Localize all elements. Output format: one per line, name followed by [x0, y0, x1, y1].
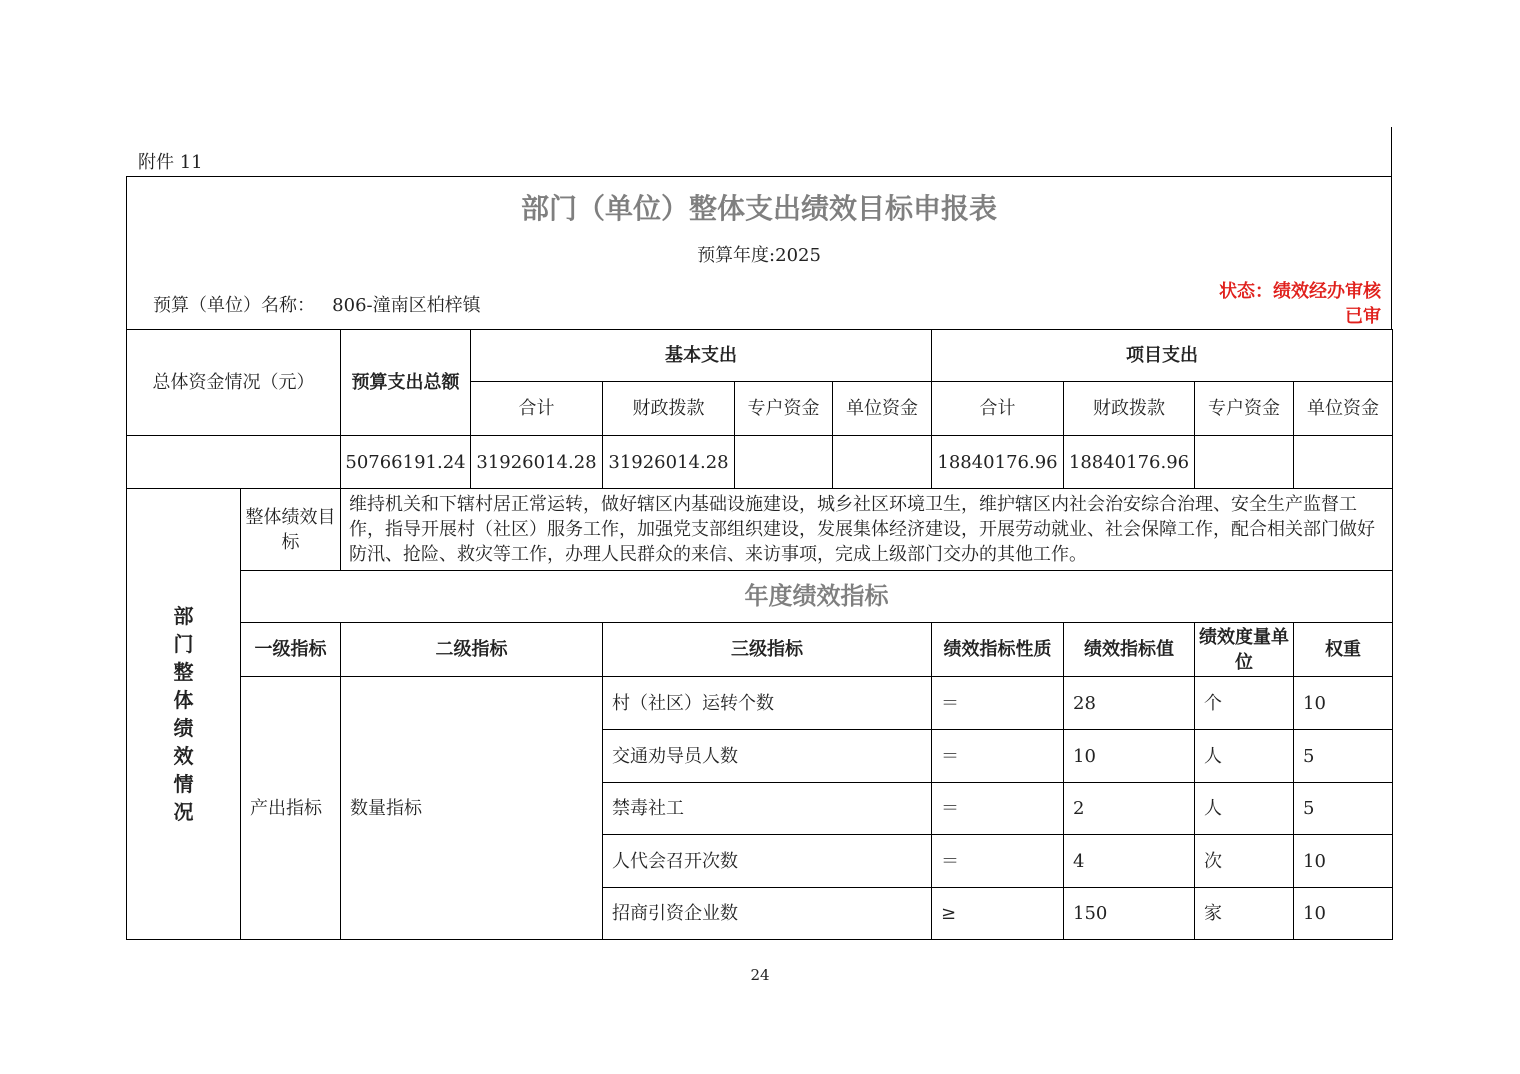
- basic-unit-value: [833, 436, 932, 489]
- unit-header: 绩效度量单位: [1195, 623, 1294, 677]
- project-fiscal-value: 18840176.96: [1064, 436, 1195, 489]
- basic-unit-header: 单位资金: [833, 382, 932, 436]
- basic-total-value: 31926014.28: [471, 436, 603, 489]
- status-badge: [1219, 279, 1381, 329]
- annual-indicators-title: 年度绩效指标: [241, 571, 1393, 623]
- funds-label-spacer: [127, 436, 341, 489]
- indicator-weight: 10: [1294, 888, 1393, 940]
- value-header: 绩效指标值: [1064, 623, 1195, 677]
- project-expense-header: 项目支出: [932, 330, 1393, 382]
- level2-cell: 数量指标: [341, 677, 603, 940]
- indicator-value: 28: [1064, 677, 1195, 730]
- form-header: [126, 176, 1392, 329]
- indicator-value: 4: [1064, 835, 1195, 888]
- attachment-label: 附件 11: [138, 152, 203, 173]
- project-total-header: 合计: [932, 382, 1064, 436]
- project-total-value: 18840176.96: [932, 436, 1064, 489]
- level1-header: 一级指标: [241, 623, 341, 677]
- indicator-value: 150: [1064, 888, 1195, 940]
- level3-header: 三级指标: [603, 623, 932, 677]
- level1-cell: 产出指标: [241, 677, 341, 940]
- basic-fiscal-value: 31926014.28: [603, 436, 735, 489]
- indicator-weight: 5: [1294, 730, 1393, 783]
- basic-special-header: 专户资金: [735, 382, 833, 436]
- funds-row-label: 总体资金情况（元）: [127, 330, 341, 436]
- indicator-name: 人代会召开次数: [603, 835, 932, 888]
- project-unit-value: [1294, 436, 1393, 489]
- project-special-header: 专户资金: [1195, 382, 1294, 436]
- total-budget-header: 预算支出总额: [341, 330, 471, 436]
- indicator-name: 招商引资企业数: [603, 888, 932, 940]
- indicator-nature: ＝: [932, 677, 1064, 730]
- indicator-unit: 个: [1195, 677, 1294, 730]
- page-edge-line: [1391, 127, 1392, 177]
- level2-header: 二级指标: [341, 623, 603, 677]
- indicator-name: 禁毒社工: [603, 783, 932, 835]
- indicator-unit: 人: [1195, 730, 1294, 783]
- project-fiscal-header: 财政拨款: [1064, 382, 1195, 436]
- indicator-unit: 家: [1195, 888, 1294, 940]
- indicator-name: 村（社区）运转个数: [603, 677, 932, 730]
- project-unit-header: 单位资金: [1294, 382, 1393, 436]
- nature-header: 绩效指标性质: [932, 623, 1064, 677]
- status-line-2: 已审: [1345, 306, 1381, 327]
- indicator-value: 2: [1064, 783, 1195, 835]
- indicator-unit: 人: [1195, 783, 1294, 835]
- basic-special-value: [735, 436, 833, 489]
- total-budget-value: 50766191.24: [341, 436, 471, 489]
- goal-label: 整体绩效目标: [241, 489, 341, 571]
- indicator-weight: 5: [1294, 783, 1393, 835]
- report-form: [126, 176, 1392, 940]
- indicator-name: 交通劝导员人数: [603, 730, 932, 783]
- unit-name: 806-潼南区柏梓镇: [332, 295, 481, 316]
- indicator-nature: ＝: [932, 783, 1064, 835]
- indicator-value: 10: [1064, 730, 1195, 783]
- unit-label: 预算（单位）名称：: [153, 295, 315, 316]
- indicator-nature: ＝: [932, 730, 1064, 783]
- funds-table: [126, 329, 1393, 940]
- indicator-weight: 10: [1294, 835, 1393, 888]
- table-row: [127, 677, 1393, 730]
- weight-header: 权重: [1294, 623, 1393, 677]
- performance-section-label: 部 门 整 体 绩 效 情 况: [127, 489, 241, 940]
- budget-year: 预算年度:2025: [697, 245, 821, 266]
- project-special-value: [1195, 436, 1294, 489]
- basic-total-header: 合计: [471, 382, 603, 436]
- indicator-nature: ＝: [932, 835, 1064, 888]
- goal-text: 维持机关和下辖村居正常运转，做好辖区内基础设施建设，城乡社区环境卫生，维护辖区内社会治安综合治理、安全生产监督工作，指导开展村（社区）服务工作，加强党支部组织建设，发展集体经济建设，开展劳动就业、社会保障工作，配合相关部门做好防汛、抢险、救灾等工作，办理人民群众的来信、来访事项，完成上级部门交办的其他工作。: [341, 489, 1393, 571]
- indicator-unit: 次: [1195, 835, 1294, 888]
- basic-expense-header: 基本支出: [471, 330, 932, 382]
- page-title: 部门（单位）整体支出绩效目标申报表: [520, 192, 997, 225]
- indicator-weight: 10: [1294, 677, 1393, 730]
- page-number: 24: [750, 966, 770, 984]
- basic-fiscal-header: 财政拨款: [603, 382, 735, 436]
- unit-name-line: [153, 291, 481, 317]
- indicator-nature: ≥: [932, 888, 1064, 940]
- status-line-1: 状态：绩效经办审核: [1219, 281, 1381, 302]
